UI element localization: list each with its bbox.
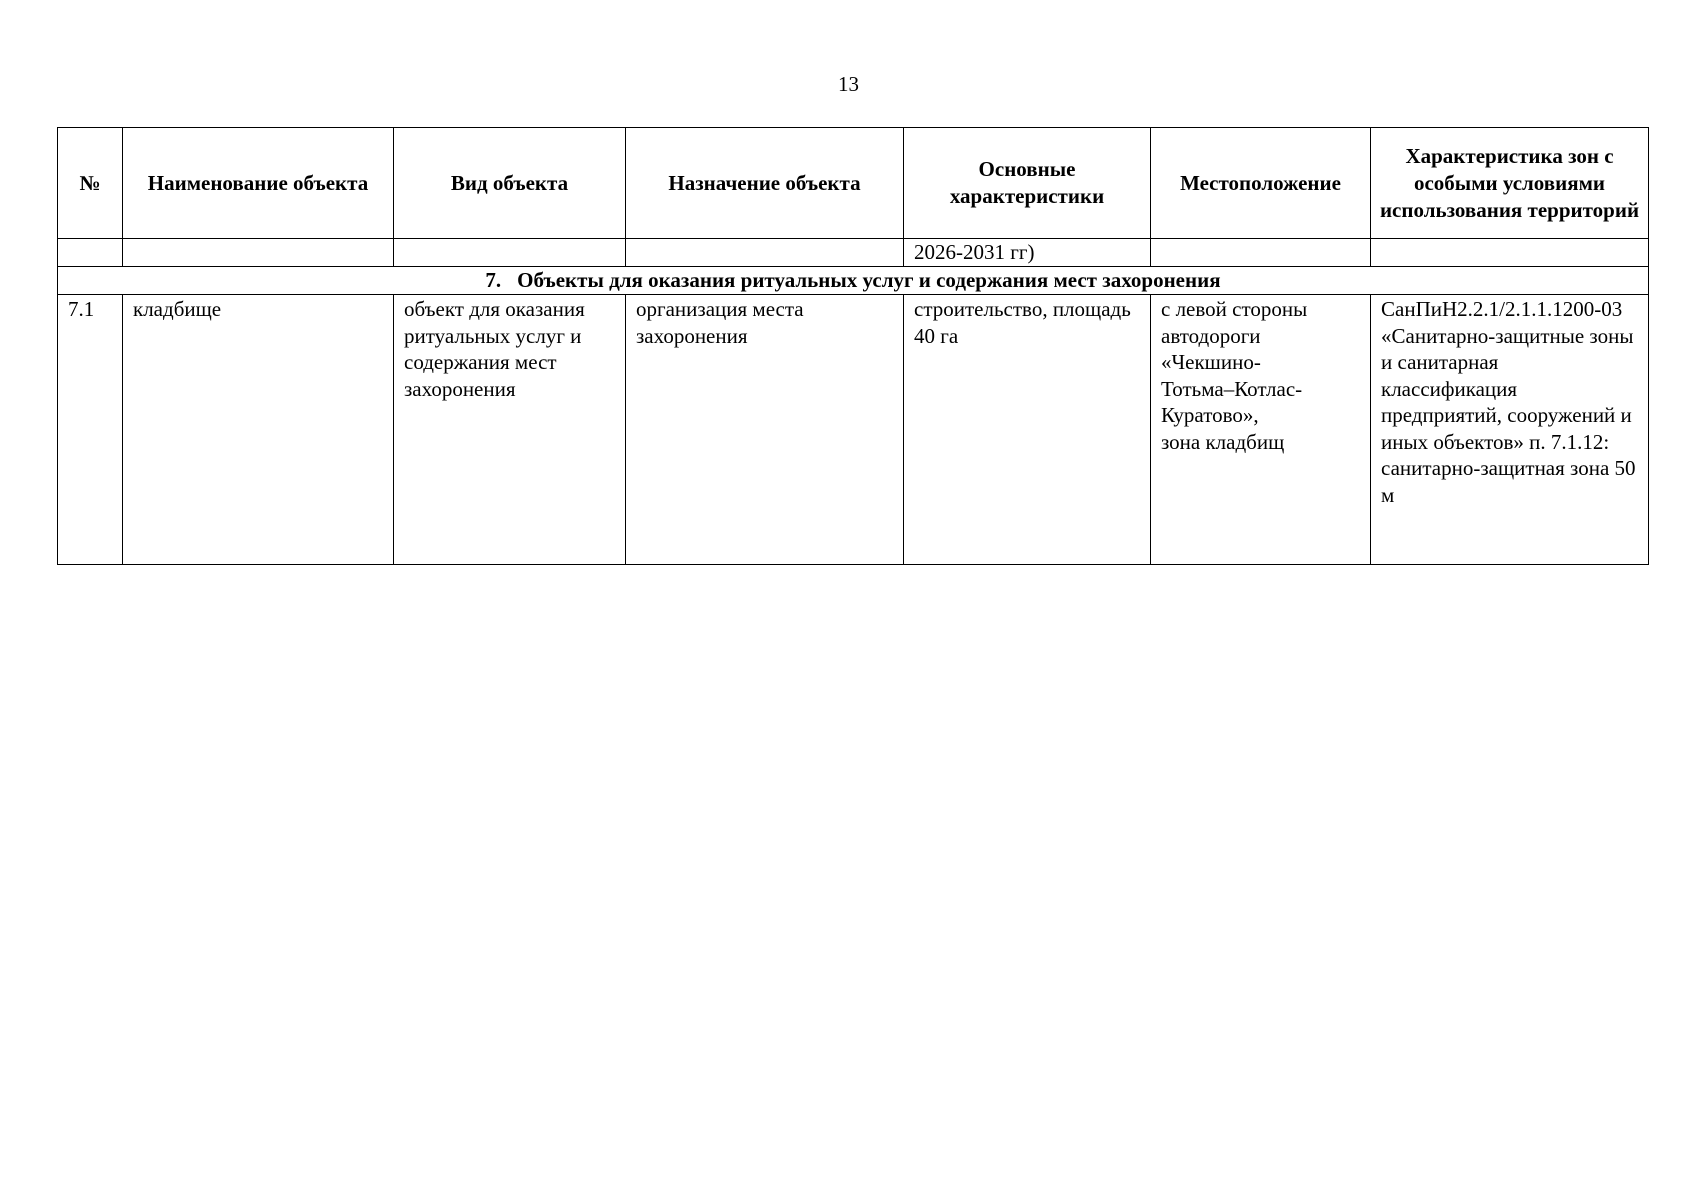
location-line: с левой стороны: [1161, 297, 1308, 321]
header-zone-characteristics: Характеристика зон с особыми условиями использования территорий: [1371, 128, 1649, 239]
location-line: Куратово»,: [1161, 403, 1259, 427]
continuation-cell-number: [58, 239, 123, 267]
section-number: 7.: [485, 268, 502, 292]
row-main-characteristics: строительство, площадь 40 га: [904, 295, 1151, 565]
header-row: [58, 128, 1649, 239]
row-object-purpose: организация места захоронения: [626, 295, 904, 565]
continuation-row: [58, 239, 1649, 267]
row-number: 7.1: [58, 295, 123, 565]
section-row: [58, 267, 1649, 295]
section-heading: [58, 267, 1649, 295]
row-object-name: кладбище: [123, 295, 394, 565]
location-line: автодороги: [1161, 323, 1261, 348]
location-line: Тотьма–Котлас-: [1161, 376, 1303, 401]
continuation-cell-name: [123, 239, 394, 267]
continuation-cell-type: [394, 239, 626, 267]
page-number: 13: [838, 72, 859, 96]
table-header: [58, 128, 1649, 239]
header-location: Местоположение: [1151, 128, 1371, 239]
header-main-characteristics: Основные характеристики: [904, 128, 1151, 239]
location-line: «Чекшино-: [1161, 350, 1261, 374]
continuation-cell-characteristics: 2026-2031 гг): [904, 239, 1151, 267]
row-object-type: объект для оказания ритуальных услуг и содержания мест захоронения: [394, 295, 626, 565]
table-row: [58, 295, 1649, 565]
location-line: зона кладбищ: [1161, 429, 1285, 454]
continuation-cell-location: [1151, 239, 1371, 267]
table-body: [58, 239, 1649, 565]
row-zone-characteristics: СанПиН2.2.1/2.1.1.1200-03 «Санитарно-защитные зоны и санитарная классификация предприятий, сооружений и иных объектов» п. 7.1.12: санитарно-защитная зона 50 м: [1371, 295, 1649, 565]
header-object-purpose: Назначение объекта: [626, 128, 904, 239]
header-object-type: Вид объекта: [394, 128, 626, 239]
section-title: Объекты для оказания ритуальных услуг и содержания мест захоронения: [517, 268, 1221, 292]
continuation-cell-zone: [1371, 239, 1649, 267]
objects-table: [57, 127, 1649, 565]
row-location: [1151, 295, 1371, 565]
continuation-cell-purpose: [626, 239, 904, 267]
header-number: №: [58, 128, 123, 239]
header-object-name: Наименование объекта: [123, 128, 394, 239]
